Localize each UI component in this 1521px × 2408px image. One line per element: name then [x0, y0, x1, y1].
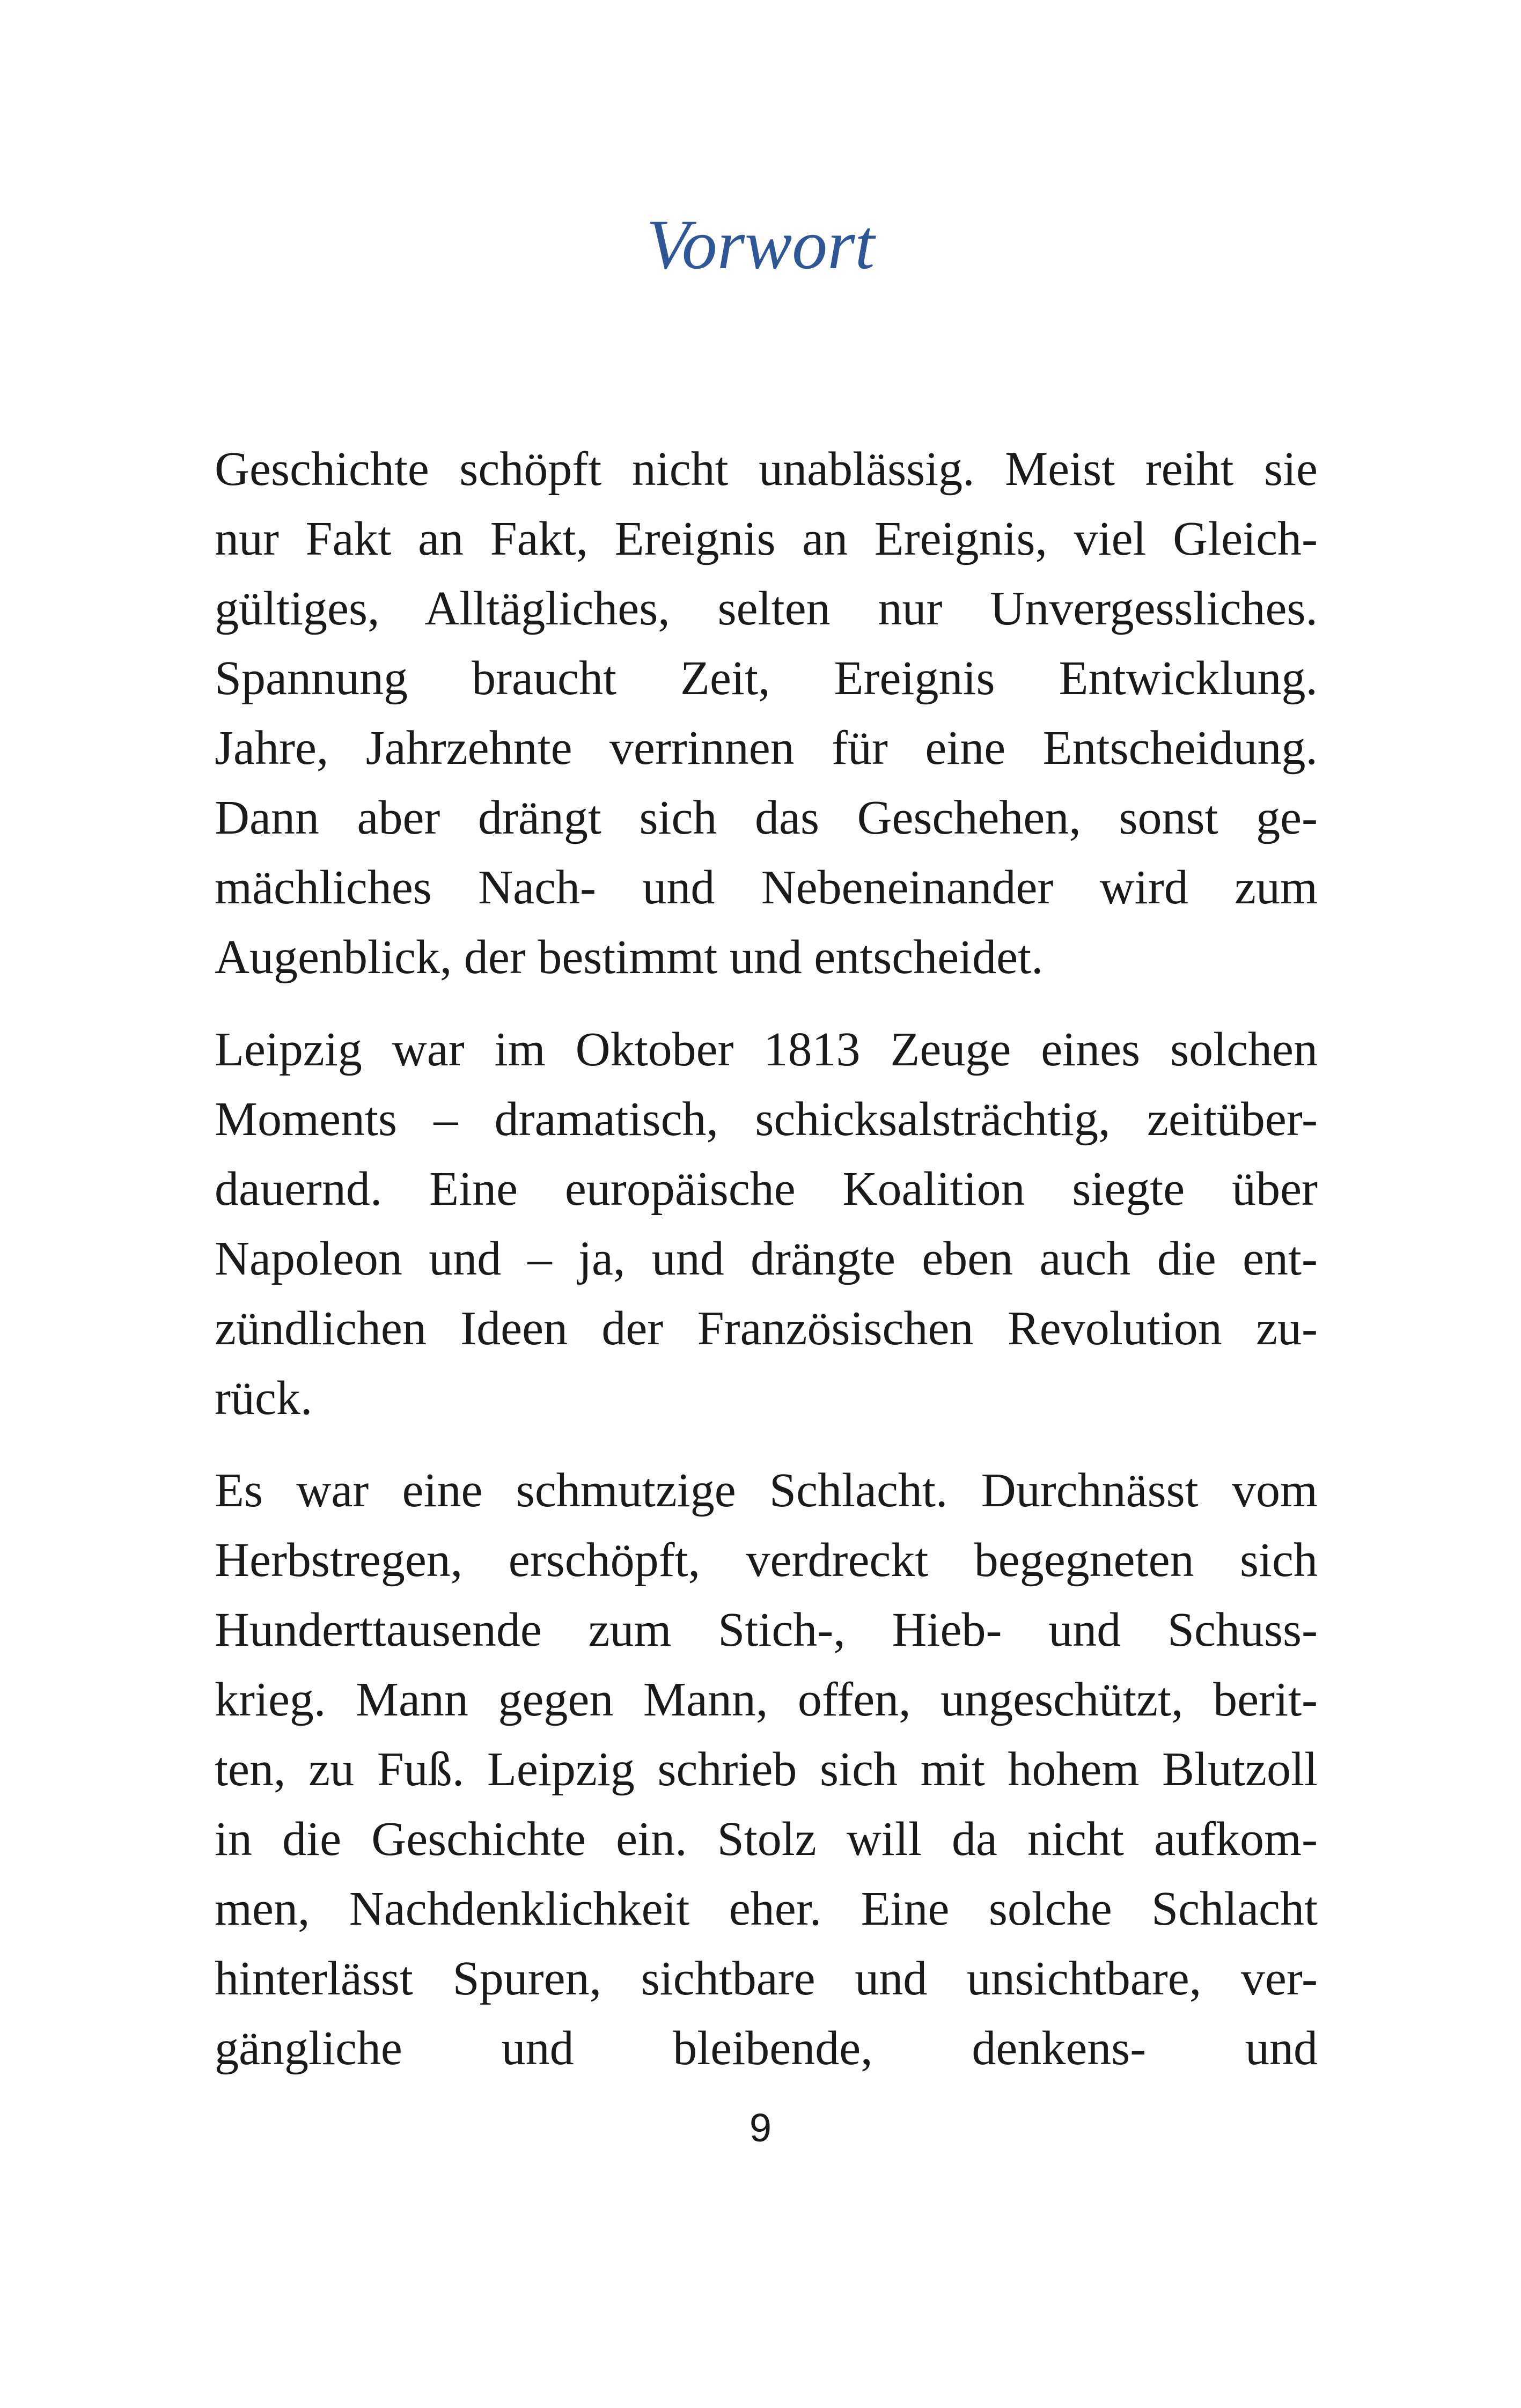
- text-line: dauernd. Eine europäische Koalition siegte über: [215, 1162, 1318, 1216]
- chapter-title: Vorwort: [646, 205, 875, 284]
- text-line: Hunderttausende zum Stich-, Hieb- und Schuss-: [215, 1603, 1318, 1656]
- text-line: ten, zu Fuß. Leipzig schrieb sich mit hohem Blutzoll: [215, 1743, 1318, 1796]
- text-line: krieg. Mann gegen Mann, offen, ungeschützt, berit-: [215, 1673, 1318, 1726]
- paragraph-3: [215, 1456, 1318, 2083]
- text-line: men, Nachdenklichkeit eher. Eine solche Schlacht: [215, 1882, 1318, 1935]
- text-line: Augenblick, der bestimmt und entscheidet.: [215, 931, 1044, 984]
- body-text: [215, 435, 1318, 2106]
- text-line: zündlichen Ideen der Französischen Revolution zu-: [215, 1302, 1318, 1355]
- text-line: Spannung braucht Zeit, Ereignis Entwicklung.: [215, 652, 1318, 705]
- text-line: hinterlässt Spuren, sichtbare und unsichtbare, ver-: [215, 1952, 1318, 2005]
- text-line: Geschichte schöpft nicht unablässig. Meist reiht sie: [215, 443, 1318, 496]
- text-line: Napoleon und – ja, und drängte eben auch die ent-: [215, 1232, 1318, 1285]
- text-line: nur Fakt an Fakt, Ereignis an Ereignis, viel Gleich-: [215, 512, 1318, 565]
- text-line: Herbstregen, erschöpft, verdreckt begegneten sich: [215, 1534, 1318, 1587]
- text-line: Es war eine schmutzige Schlacht. Durchnässt vom: [215, 1464, 1318, 1517]
- text-line: rück.: [215, 1372, 313, 1425]
- page-number: 9: [749, 2105, 772, 2150]
- text-line: Dann aber drängt sich das Geschehen, sonst ge-: [215, 791, 1318, 844]
- paragraph-1: [215, 435, 1318, 992]
- text-line: in die Geschichte ein. Stolz will da nicht aufkom-: [215, 1813, 1318, 1866]
- text-line: mächliches Nach- und Nebeneinander wird zum: [215, 861, 1318, 914]
- text-line: Moments – dramatisch, schicksalsträchtig, zeitüber-: [215, 1093, 1318, 1146]
- text-line: gültiges, Alltägliches, selten nur Unvergessliches.: [215, 582, 1318, 635]
- paragraph-2: [215, 1015, 1318, 1433]
- text-line: Leipzig war im Oktober 1813 Zeuge eines solchen: [215, 1023, 1318, 1076]
- text-line: gängliche und bleibende, denkens- und: [215, 2022, 1318, 2075]
- text-line: Jahre, Jahrzehnte verrinnen für eine Entscheidung.: [215, 721, 1318, 775]
